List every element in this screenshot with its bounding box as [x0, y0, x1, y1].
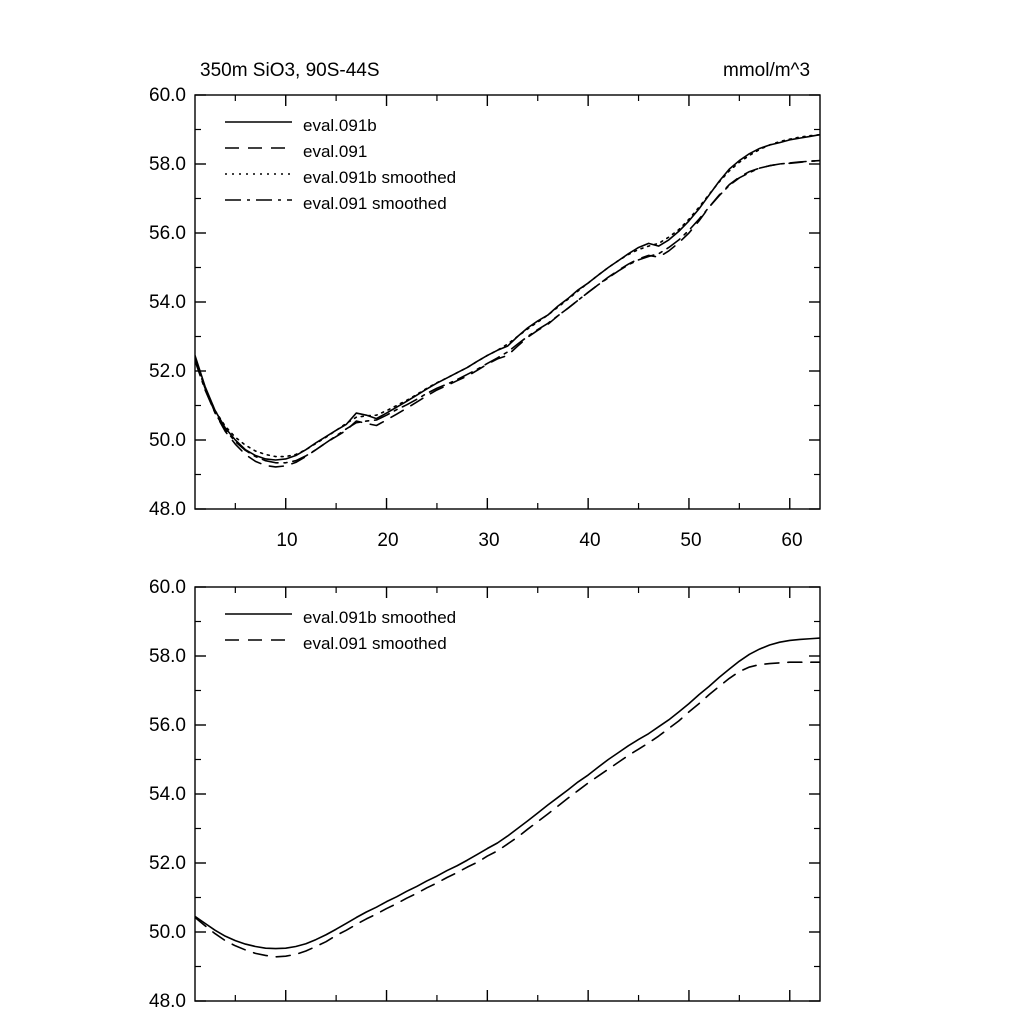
top-panel-xtick-label-40: 40 — [579, 530, 601, 551]
top-panel-ytick-label-50: 50.0 — [149, 430, 186, 451]
bottom-panel-ytick-label-54: 54.0 — [149, 784, 186, 805]
top-panel-ytick-label-52: 52.0 — [149, 361, 186, 382]
bottom-panel-ytick-label-48: 48.0 — [149, 991, 186, 1012]
top-panel-ytick-label-48: 48.0 — [149, 499, 186, 520]
top-panel-ytick-label-54: 54.0 — [149, 292, 186, 313]
bottom-panel-ytick-label-56: 56.0 — [149, 715, 186, 736]
top-panel-legend-label-2: eval.091b smoothed — [303, 168, 457, 187]
top-panel-legend-label-1: eval.091 — [303, 142, 368, 161]
bottom-panel-ytick-label-50: 50.0 — [149, 922, 186, 943]
top-panel-xtick-label-10: 10 — [276, 530, 298, 551]
bottom-panel-plot-area — [0, 570, 1024, 1024]
top-panel-legend-label-0: eval.091b — [303, 116, 377, 135]
top-panel-units-label: mmol/m^3 — [723, 60, 811, 81]
top-panel-xtick-label-30: 30 — [478, 530, 500, 551]
bottom-panel-legend-label-0: eval.091b smoothed — [303, 608, 457, 627]
top-panel-legend-label-3: eval.091 smoothed — [303, 194, 447, 213]
bottom-panel-legend-label-1: eval.091 smoothed — [303, 634, 447, 653]
top-panel-xtick-label-20: 20 — [377, 530, 399, 551]
top-panel-ytick-label-60: 60.0 — [149, 85, 186, 106]
top-panel-xtick-label-50: 50 — [680, 530, 702, 551]
top-panel-xtick-label-60: 60 — [781, 530, 803, 551]
bottom-panel-ytick-label-52: 52.0 — [149, 853, 186, 874]
top-panel-title: 350m SiO3, 90S-44S — [200, 60, 380, 81]
top-panel-ytick-label-56: 56.0 — [149, 223, 186, 244]
bottom-panel-ytick-label-60: 60.0 — [149, 577, 186, 598]
bottom-panel — [0, 570, 1024, 1024]
top-panel-ytick-label-58: 58.0 — [149, 154, 186, 175]
bottom-panel-ytick-label-58: 58.0 — [149, 646, 186, 667]
